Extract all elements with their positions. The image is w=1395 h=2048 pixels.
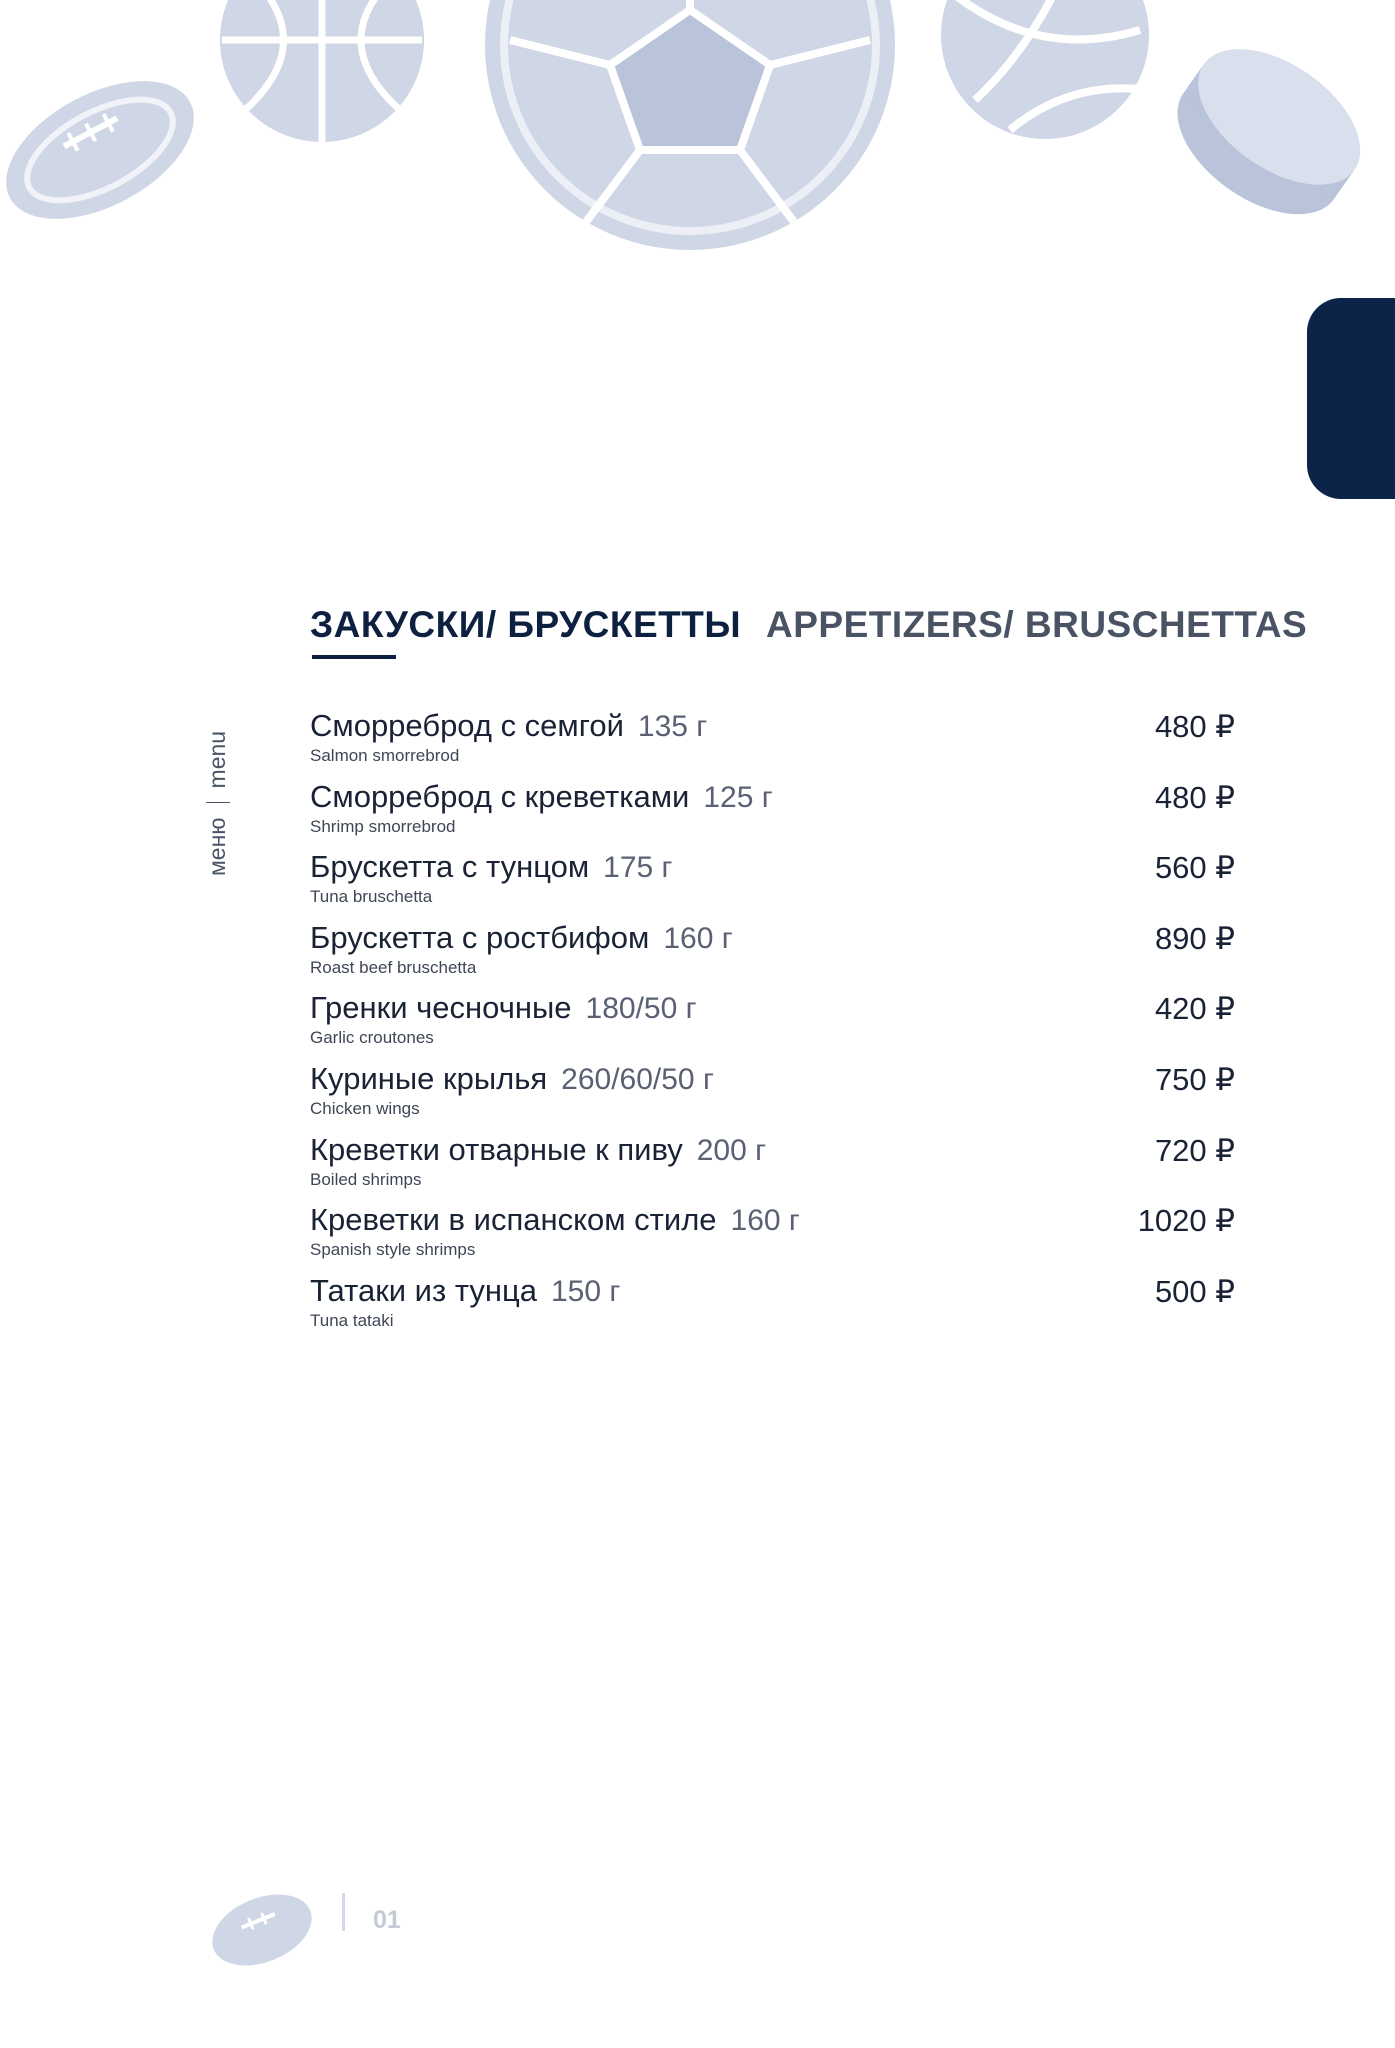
menu-item [310, 1202, 1235, 1273]
menu-item [310, 920, 1235, 991]
page-number-divider [342, 1893, 345, 1931]
item-name-en: Tuna tataki [310, 1310, 394, 1330]
basketball-icon [220, 0, 424, 142]
item-weight: 260/60/50 г [561, 1062, 714, 1096]
item-name: Татаки из тунца [310, 1272, 537, 1308]
item-weight: 160 г [730, 1204, 800, 1238]
item-name: Брускетта с ростбифом [310, 919, 650, 955]
page-number: 01 [373, 1906, 401, 1934]
menu-item [310, 1061, 1235, 1132]
item-name: Сморреброд с креветками [310, 778, 690, 814]
item-weight: 160 г [663, 921, 733, 955]
item-price: 560 ₽ [1154, 850, 1235, 886]
item-price: 480 ₽ [1154, 779, 1235, 815]
menu-items [310, 708, 1235, 1343]
item-weight: 125 г [703, 780, 773, 814]
item-weight: 180/50 г [585, 992, 697, 1026]
item-name: Сморреброд с семгой [310, 708, 624, 743]
navy-side-tab [1307, 298, 1395, 499]
soccer-ball-icon [485, 0, 895, 250]
side-label [204, 731, 231, 876]
item-price: 500 ₽ [1154, 1273, 1235, 1309]
item-name-en: Roast beef bruschetta [310, 957, 477, 977]
item-weight: 200 г [696, 1133, 767, 1167]
item-name-en: Spanish style shrimps [310, 1240, 476, 1260]
item-name-en: Chicken wings [310, 1098, 420, 1118]
menu-item [310, 1273, 1235, 1344]
item-name: Брускетта с тунцом [310, 849, 590, 885]
title-underline [312, 655, 396, 659]
item-name-en: Salmon smorrebrod [310, 746, 460, 765]
item-name: Гренки чесночные [310, 990, 572, 1026]
item-name-en: Shrimp smorrebrod [310, 816, 456, 836]
football-ball-icon [0, 53, 216, 248]
side-label-ru: меню [204, 817, 230, 876]
menu-item [310, 708, 1235, 779]
menu-item [310, 849, 1235, 920]
item-name: Креветки отварные к пиву [310, 1131, 683, 1167]
section-title-en: APPETIZERS/ BRUSCHETTAS [766, 604, 1308, 645]
hockey-puck-icon [1153, 22, 1384, 242]
item-price: 420 ₽ [1154, 991, 1235, 1027]
item-weight: 175 г [603, 851, 673, 885]
side-label-en: menu [204, 730, 230, 789]
volleyball-icon [941, 0, 1149, 139]
menu-item [310, 779, 1235, 850]
football-ball-icon [202, 1881, 322, 1979]
item-price: 750 ₽ [1154, 1061, 1235, 1097]
item-weight: 135 г [637, 710, 708, 743]
item-price: 1020 ₽ [1137, 1203, 1235, 1239]
item-name: Креветки в испанском стиле [310, 1202, 717, 1238]
item-price: 720 ₽ [1154, 1132, 1235, 1168]
item-name-en: Tuna bruschetta [310, 887, 433, 907]
section-title-ru: ЗАКУСКИ/ БРУСКЕТТЫ [310, 604, 742, 645]
item-weight: 150 г [551, 1274, 621, 1308]
menu-item [310, 990, 1235, 1061]
item-price: 890 ₽ [1154, 920, 1235, 956]
item-name-en: Garlic croutones [310, 1028, 434, 1048]
item-price: 480 ₽ [1154, 709, 1235, 744]
side-label-divider [206, 802, 230, 803]
item-name: Куриные крылья [310, 1060, 548, 1096]
item-name-en: Boiled shrimps [310, 1169, 422, 1189]
menu-item [310, 1132, 1235, 1203]
